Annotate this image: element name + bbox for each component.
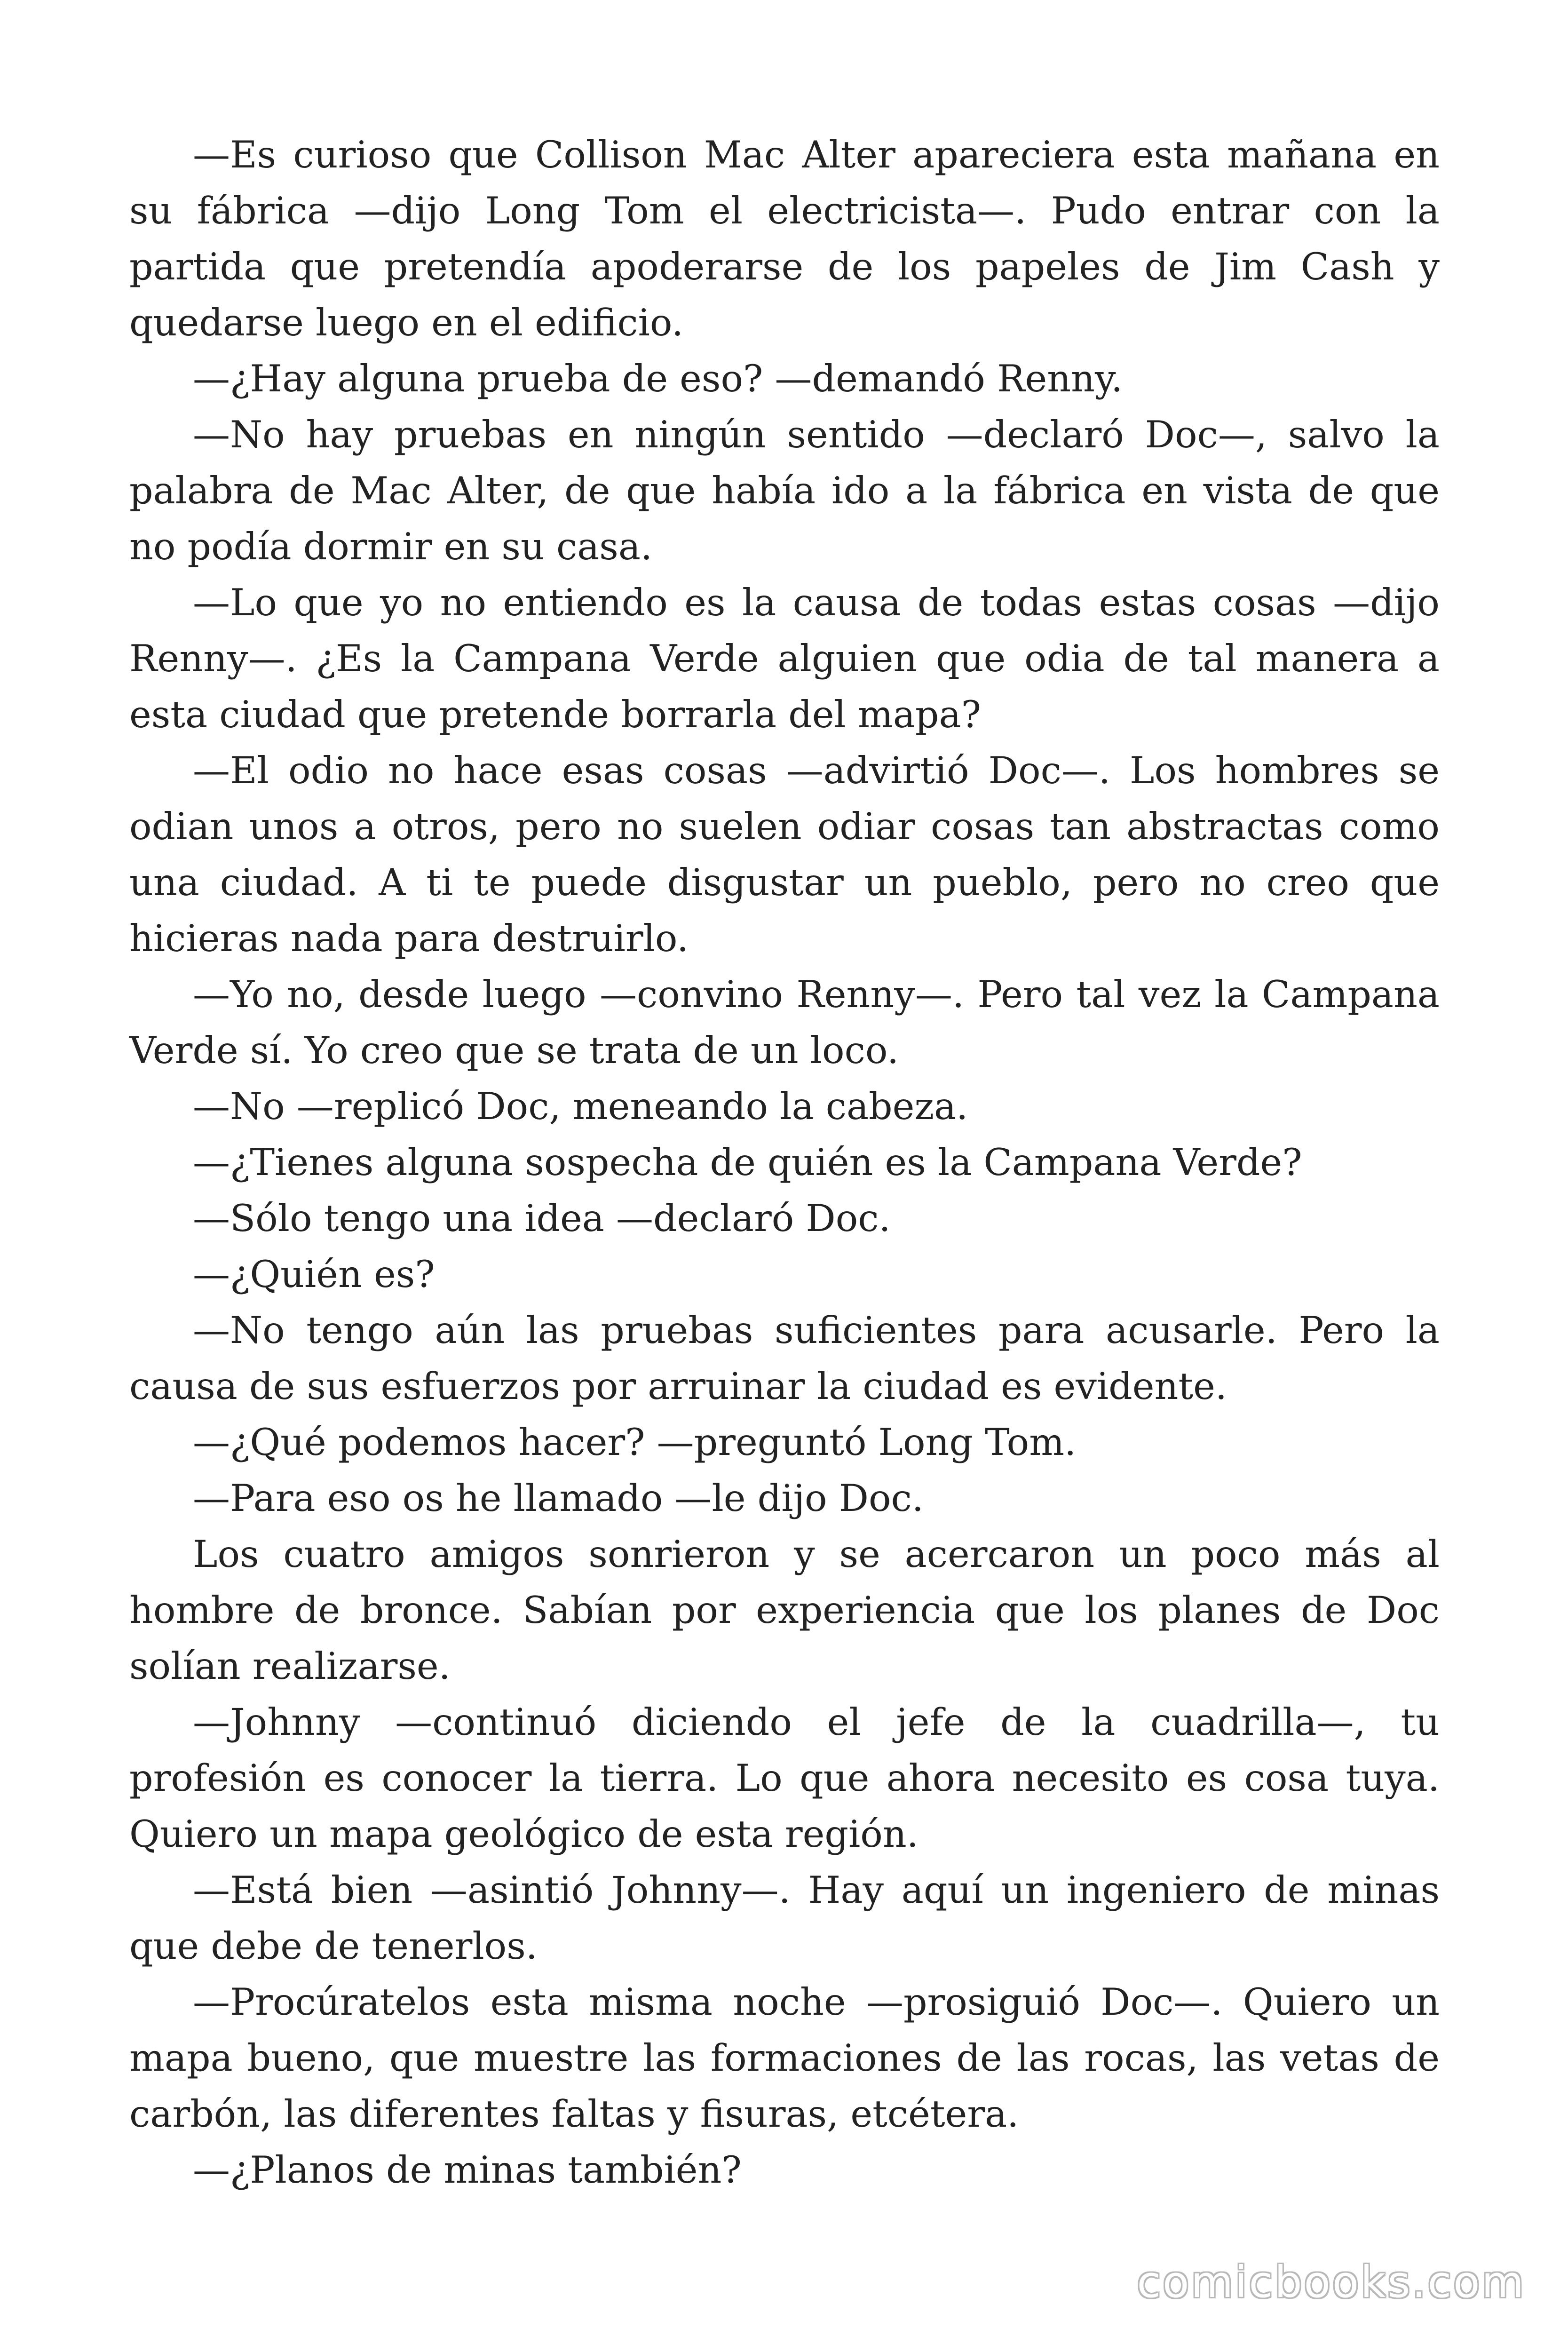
paragraph: —No hay pruebas en ningún sentido —declaró Doc—, salvo la palabra de Mac Alter, de que había ido a la fábrica en vista de que no podía dormir en su casa. <box>129 413 1440 568</box>
paragraph: —Yo no, desde luego —convino Renny—. Pero tal vez la Campana Verde sí. Yo creo que se trata de un loco. <box>129 973 1440 1072</box>
watermark-logo: comicbooks.com <box>1137 2257 1526 2307</box>
paragraph: —Johnny —continuó diciendo el jefe de la cuadrilla—, tu profesión es conocer la tierra. Lo que ahora necesito es cosa tuya. Quiero un mapa geológico de esta región. <box>129 1700 1440 1856</box>
paragraph: —Está bien —asintió Johnny—. Hay aquí un ingeniero de minas que debe de tenerlos. <box>129 1868 1440 1968</box>
paragraph: —¿Tienes alguna sospecha de quién es la Campana Verde? <box>193 1141 1302 1184</box>
paragraph: —¿Planos de minas también? <box>193 2148 742 2192</box>
paragraph: —¿Hay alguna prueba de eso? —demandó Renny. <box>193 357 1123 400</box>
paragraph: —Lo que yo no entiendo es la causa de todas estas cosas —dijo Renny—. ¿Es la Campana Verde alguien que odia de tal manera a esta ciudad que pretende borrarla del mapa? <box>129 581 1440 736</box>
paragraph: —Procúratelos esta misma noche —prosiguió Doc—. Quiero un mapa bueno, que muestre las formaciones de las rocas, las vetas de carbón, las diferentes faltas y fisuras, etcétera. <box>129 1980 1440 2136</box>
paragraph: —Es curioso que Collison Mac Alter apareciera esta mañana en su fábrica —dijo Long Tom el electricista—. Pudo entrar con la partida que pretendía apoderarse de los papeles de Jim Cash y quedarse luego en el edificio. <box>129 133 1440 344</box>
paragraph: —No tengo aún las pruebas suficientes para acusarle. Pero la causa de sus esfuerzos por arruinar la ciudad es evidente. <box>129 1309 1440 1408</box>
paragraph: —Para eso os he llamado —le dijo Doc. <box>193 1477 924 1520</box>
paragraph: —¿Qué podemos hacer? —preguntó Long Tom. <box>193 1421 1077 1464</box>
book-page-text <box>129 127 1440 2198</box>
paragraph: Los cuatro amigos sonrieron y se acercaron un poco más al hombre de bronce. Sabían por experiencia que los planes de Doc solían realizarse. <box>129 1533 1440 1688</box>
paragraph: —Sólo tengo una idea —declaró Doc. <box>193 1197 891 1240</box>
paragraph: —¿Quién es? <box>193 1253 435 1296</box>
paragraph: —El odio no hace esas cosas —advirtió Doc—. Los hombres se odian unos a otros, pero no suelen odiar cosas tan abstractas como una ciudad. A ti te puede disgustar un pueblo, pero no creo que hicieras nada para destruirlo. <box>129 749 1440 960</box>
paragraph: —No —replicó Doc, meneando la cabeza. <box>193 1085 968 1128</box>
